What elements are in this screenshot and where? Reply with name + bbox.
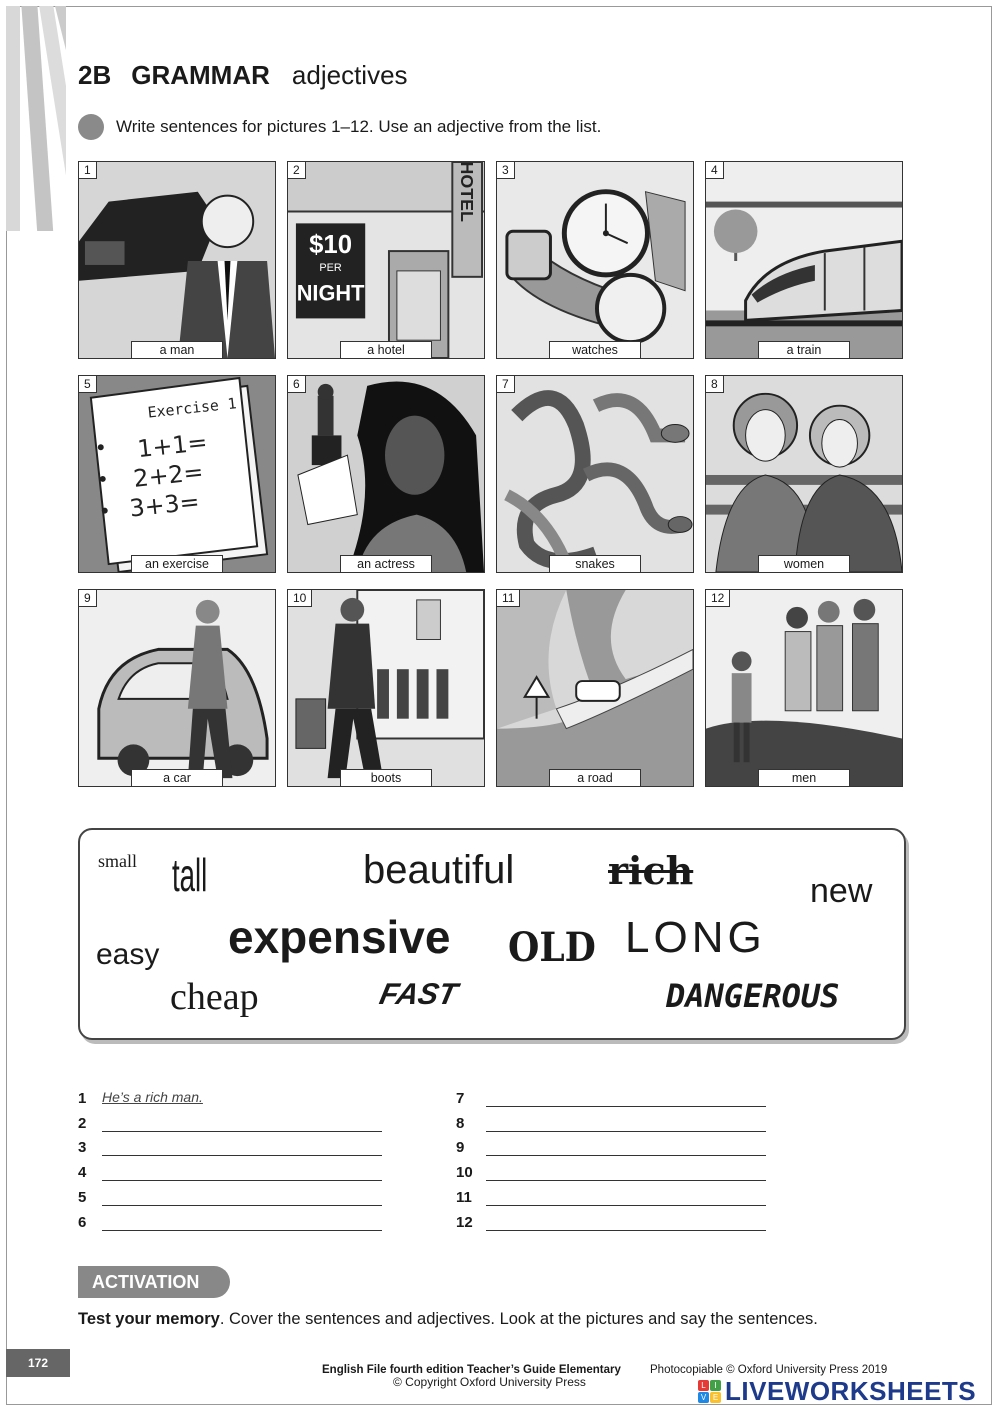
liveworksheets-mark-icon xyxy=(698,1380,721,1403)
answer-number: 10 xyxy=(456,1164,473,1182)
picture-caption: men xyxy=(758,769,850,787)
beautiful-actress-illustration xyxy=(288,376,484,572)
answer-number: 9 xyxy=(456,1139,465,1157)
long-boots-illustration xyxy=(288,590,484,786)
adjective-easy: easy xyxy=(96,938,160,971)
answer-line[interactable] xyxy=(102,1187,382,1206)
picture-number: 10 xyxy=(288,590,312,607)
answer-row xyxy=(78,1181,382,1206)
brand-text: LIVEWORKSHEETS xyxy=(725,1376,977,1406)
picture-cell xyxy=(705,375,903,573)
answer-row xyxy=(78,1107,382,1132)
exercise-line-1: 1+1= xyxy=(136,427,209,464)
answer-row xyxy=(456,1206,766,1231)
hotel-sign: HOTEL xyxy=(457,162,478,222)
brand-mark-letter: E xyxy=(710,1392,721,1403)
answer-line[interactable] xyxy=(486,1162,766,1181)
activation-rest: . Cover the sentences and adjectives. Look at the pictures and say the sentences. xyxy=(219,1310,818,1328)
easy-exercise-illustration xyxy=(79,376,275,572)
hotel-price-main: $10 xyxy=(309,231,353,260)
corner-decoration xyxy=(6,6,66,231)
topic-name: adjectives xyxy=(291,60,408,90)
instruction-text: Write sentences for pictures 1–12. Use an adjective from the list. xyxy=(116,117,602,136)
answer-number: 4 xyxy=(78,1164,87,1182)
picture-caption: women xyxy=(758,555,850,573)
old-women-illustration xyxy=(706,376,902,572)
picture-number: 1 xyxy=(79,162,97,179)
fast-train-illustration xyxy=(706,162,902,358)
exercise-line-2: 2+2= xyxy=(132,457,205,493)
picture-caption: a road xyxy=(549,769,641,787)
picture-caption: boots xyxy=(340,769,432,787)
adjective-small: small xyxy=(98,851,137,871)
answer-line[interactable] xyxy=(102,1137,382,1156)
picture-number: 5 xyxy=(79,376,97,393)
footer-photocopiable: Photocopiable © Oxford University Press 2019 xyxy=(650,1364,888,1376)
adjective-fast: FAST xyxy=(376,978,461,1011)
dangerous-road-illustration xyxy=(497,590,693,786)
picture-caption: a car xyxy=(131,769,223,787)
section-name: GRAMMAR xyxy=(131,60,270,90)
adjective-cheap: cheap xyxy=(170,976,259,1018)
adjective-old: OLD xyxy=(508,924,596,971)
watches-illustration xyxy=(497,162,693,358)
answer-line[interactable] xyxy=(486,1212,766,1231)
exercise-line-3: 3+3= xyxy=(128,487,201,523)
adjective-new: new xyxy=(810,872,873,910)
brand-mark-letter: I xyxy=(710,1380,721,1391)
answer-list-right xyxy=(456,1082,766,1231)
answer-row xyxy=(456,1107,766,1132)
answer-number: 11 xyxy=(456,1188,472,1206)
answer-line[interactable] xyxy=(102,1162,382,1181)
picture-grid xyxy=(78,161,904,787)
bullet-icon xyxy=(78,114,104,140)
answer-row xyxy=(78,1156,382,1181)
answer-row xyxy=(78,1132,382,1157)
adjective-beautiful: beautiful xyxy=(363,848,515,892)
picture-number: 3 xyxy=(497,162,515,179)
answer-number: 1 xyxy=(78,1089,87,1107)
adjective-long: LONG xyxy=(625,913,766,962)
hotel-price-per: PER xyxy=(319,261,342,274)
picture-caption: snakes xyxy=(549,555,641,573)
answer-example: He’s a rich man. xyxy=(102,1088,203,1105)
picture-number: 8 xyxy=(706,376,724,393)
picture-number: 4 xyxy=(706,162,724,179)
picture-number: 9 xyxy=(79,590,97,607)
liveworksheets-logo[interactable] xyxy=(698,1376,976,1407)
picture-cell xyxy=(78,589,276,787)
picture-caption: a train xyxy=(758,341,850,359)
answer-row xyxy=(78,1206,382,1231)
answer-list-left xyxy=(78,1082,382,1231)
picture-number: 12 xyxy=(706,590,730,607)
picture-caption: a man xyxy=(131,341,223,359)
activation-label: ACTIVATION xyxy=(78,1266,230,1298)
picture-cell xyxy=(287,589,485,787)
answer-line[interactable] xyxy=(486,1088,766,1107)
dangerous-snakes-illustration xyxy=(497,376,693,572)
brand-mark-letter: V xyxy=(698,1392,709,1403)
answer-row xyxy=(456,1132,766,1157)
cheap-hotel-illustration xyxy=(288,162,484,358)
lesson-code: 2B xyxy=(78,60,112,90)
answer-line[interactable] xyxy=(102,1212,382,1231)
footer-book: English File fourth edition Teacher’s Guide Elementary xyxy=(322,1364,621,1376)
answer-number: 7 xyxy=(456,1089,465,1107)
picture-cell xyxy=(78,375,276,573)
instruction xyxy=(78,114,601,140)
answer-row xyxy=(456,1181,766,1206)
adjective-word-box xyxy=(78,828,906,1040)
answer-number: 12 xyxy=(456,1213,473,1231)
picture-caption: an actress xyxy=(340,555,432,573)
brand-mark-letter: L xyxy=(698,1380,709,1391)
answer-number: 8 xyxy=(456,1114,465,1132)
answer-number: 6 xyxy=(78,1213,87,1231)
activation-text xyxy=(78,1310,818,1329)
answer-row xyxy=(456,1082,766,1107)
picture-cell xyxy=(287,375,485,573)
adjective-tall: tall xyxy=(172,849,208,901)
picture-cell xyxy=(496,589,694,787)
picture-cell xyxy=(496,375,694,573)
picture-caption: an exercise xyxy=(131,555,223,573)
adjective-rich: rich xyxy=(608,848,694,893)
page-title xyxy=(78,60,408,91)
tall-men-illustration xyxy=(706,590,902,786)
exercise-title: Exercise 1 xyxy=(146,395,238,422)
answer-number: 2 xyxy=(78,1114,87,1132)
picture-cell xyxy=(78,161,276,359)
answer-line[interactable] xyxy=(102,1113,382,1132)
small-car-illustration xyxy=(79,590,275,786)
picture-number: 6 xyxy=(288,376,306,393)
adjective-dangerous: DANGEROUS xyxy=(666,977,840,1015)
picture-cell xyxy=(287,161,485,359)
answer-row xyxy=(456,1156,766,1181)
picture-number: 2 xyxy=(288,162,306,179)
answer-line[interactable] xyxy=(486,1113,766,1132)
answer-number: 3 xyxy=(78,1139,87,1157)
picture-cell xyxy=(705,161,903,359)
answer-line[interactable] xyxy=(486,1137,766,1156)
picture-number: 11 xyxy=(497,590,520,607)
picture-caption: watches xyxy=(549,341,641,359)
page-number: 172 xyxy=(6,1349,70,1377)
hotel-price-night: NIGHT xyxy=(296,280,365,306)
footer-copyright: © Copyright Oxford University Press xyxy=(393,1375,586,1389)
answer-line[interactable] xyxy=(486,1187,766,1206)
answer-row xyxy=(78,1082,382,1107)
picture-caption: a hotel xyxy=(340,341,432,359)
picture-number: 7 xyxy=(497,376,515,393)
picture-cell xyxy=(496,161,694,359)
rich-man-illustration xyxy=(79,162,275,358)
picture-cell xyxy=(705,589,903,787)
answer-number: 5 xyxy=(78,1188,87,1206)
adjective-expensive: expensive xyxy=(228,911,451,963)
activation-bold: Test your memory xyxy=(78,1310,220,1328)
